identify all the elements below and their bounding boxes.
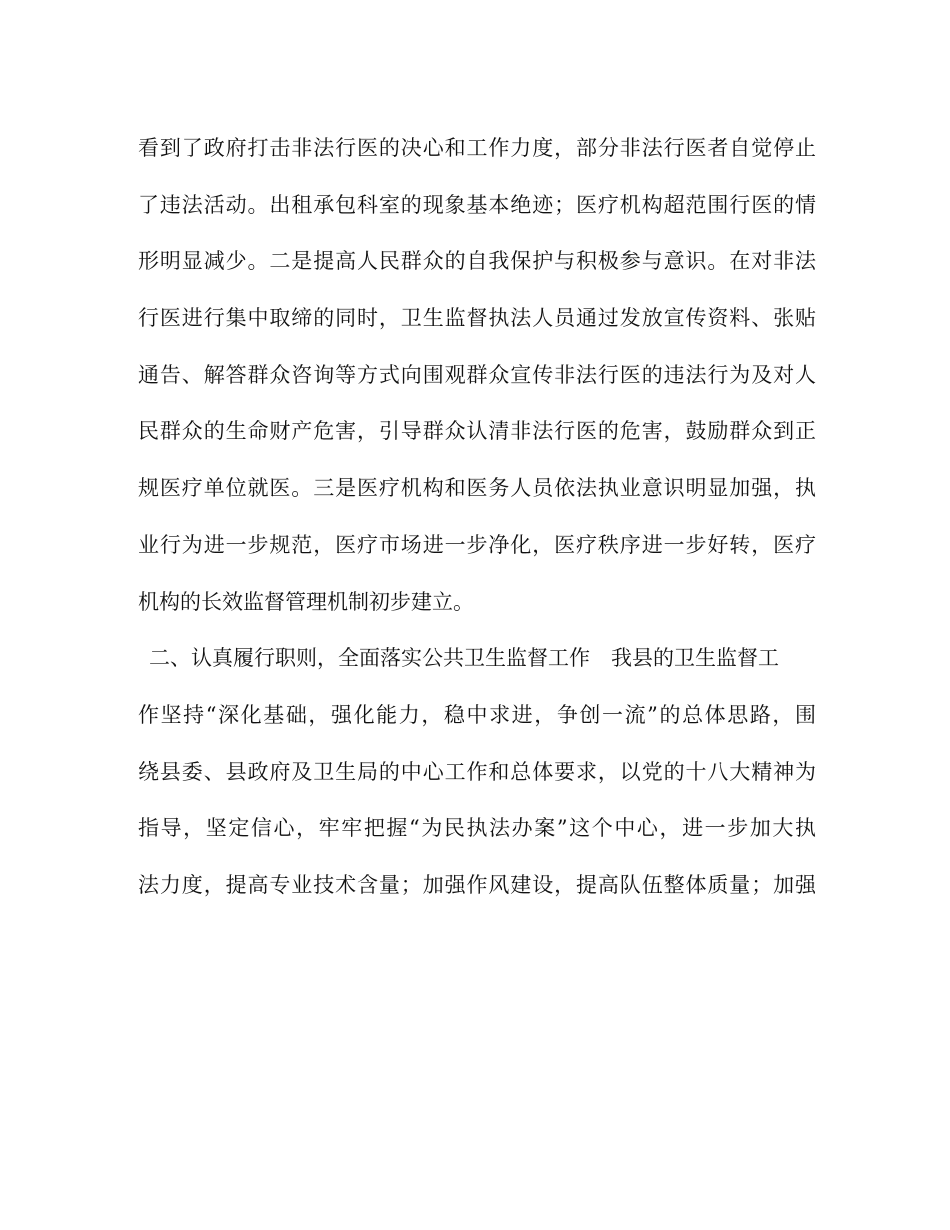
text-line: 行医进行集中取缔的同时，卫生监督执法人员通过发放宣传资料、张贴 (138, 306, 816, 331)
text-line: 绕县委、县政府及卫生局的中心工作和总体要求，以党的十八大精神为 (138, 759, 816, 784)
text-line: 看到了政府打击非法行医的决心和工作力度，部分非法行医者自觉停止 (138, 136, 816, 160)
text-line: 通告、解答群众咨询等方式向围观群众宣传非法行医的违法行为及对人 (138, 362, 816, 387)
document-body (138, 120, 816, 914)
section-heading-line: 二、认真履行职则，全面落实公共卫生监督工作 我县的卫生监督工 (149, 646, 779, 671)
text-line: 作坚持“深化基础，强化能力，稳中求进，争创一流”的总体思路，围 (138, 702, 816, 727)
text-line: 形明显减少。二是提高人民群众的自我保护与积极参与意识。在对非法 (138, 249, 816, 274)
text-line: 业行为进一步规范，医疗市场进一步净化，医疗秩序进一步好转，医疗 (138, 532, 816, 557)
text-line: 法力度，提高专业技术含量；加强作风建设，提高队伍整体质量；加强 (138, 872, 816, 897)
text-line: 机构的长效监督管理机制初步建立。 (138, 589, 474, 614)
text-line: 民群众的生命财产危害，引导群众认清非法行医的危害，鼓励群众到正 (138, 419, 816, 444)
text-line: 了违法活动。出租承包科室的现象基本绝迹；医疗机构超范围行医的情 (138, 192, 816, 217)
text-line: 指导，坚定信心，牢牢把握“为民执法办案”这个中心，进一步加大执 (138, 816, 816, 841)
text-line: 规医疗单位就医。三是医疗机构和医务人员依法执业意识明显加强，执 (138, 476, 816, 501)
